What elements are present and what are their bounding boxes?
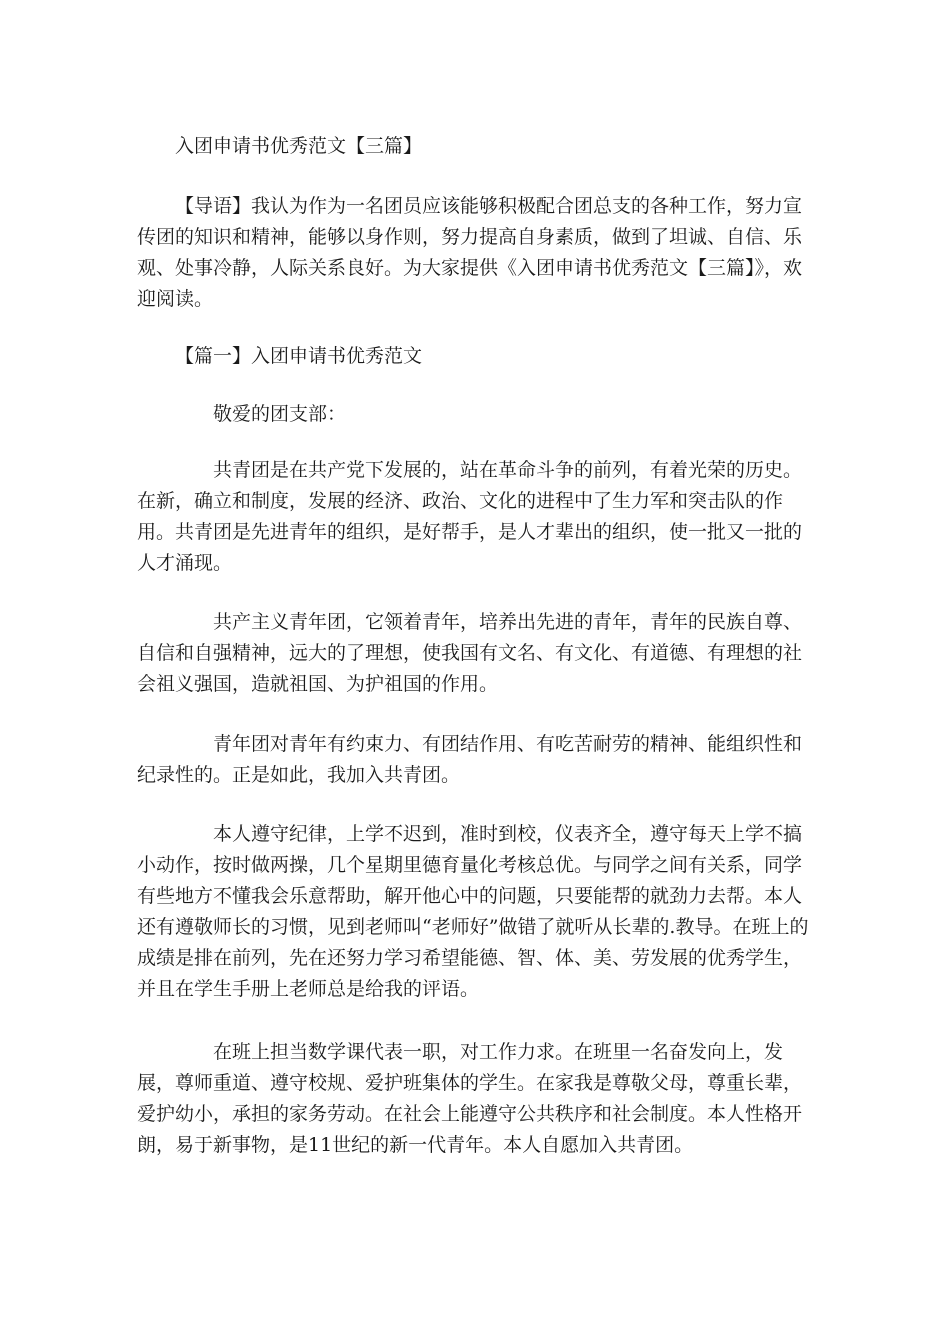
salutation: 敬爱的团支部： [213,403,347,425]
section-heading: 【篇一】入团申请书优秀范文 [175,345,423,367]
body-paragraph-2: 共产主义青年团，它领着青年，培养出先进的青年，青年的民族自尊、自信和自强精神，远大的了理想，使我国有文名、有文化、有道德、有理想的社会祖义强国，造就祖国、为护祖国的作用。 [137,611,803,695]
body-paragraph-1: 共青团是在共产党下发展的，站在革命斗争的前列，有着光荣的历史。在新，确立和制度，发展的经济、政治、文化的进程中了生力军和突击队的作用。共青团是先进青年的组织，是好帮手，是人才辈出的组织，使一批又一批的人才涌现。 [137,459,803,574]
body-paragraph-3: 青年团对青年有约束力、有团结作用、有吃苦耐劳的精神、能组织性和纪录性的。正是如此，我加入共青团。 [137,733,803,786]
body-paragraph-4: 本人遵守纪律，上学不迟到，准时到校，仪表齐全，遵守每天上学不搞小动作，按时做两操，几个星期里德育量化考核总优。与同学之间有关系，同学有些地方不懂我会乐意帮助，解开他心中的问题，只要能帮的就劲力去帮。本人还有遵敬师长的习惯，见到老师叫“老师好”做错了就听从长辈的.教导。在班上的成绩是排在前列，先在还努力学习希望能德、智、体、美、劳发展的优秀学生，并且在学生手册上老师总是给我的评语。 [137,823,809,1000]
intro-paragraph: 【导语】我认为作为一名团员应该能够积极配合团总支的各种工作，努力宣传团的知识和精神，能够以身作则，努力提高自身素质，做到了坦诚、自信、乐观、处事冷静，人际关系良好。为大家提供《入团申请书优秀范文【三篇】》，欢迎阅读。 [137,195,803,310]
body-paragraph-5: 在班上担当数学课代表一职，对工作力求。在班里一名奋发向上，发展，尊师重道、遵守校规、爱护班集体的学生。在家我是尊敬父母，尊重长辈，爱护幼小，承担的家务劳动。在社会上能遵守公共秩序和社会制度。本人性格开朗，易于新事物，是11世纪的新一代青年。本人自愿加入共青团。 [137,1041,803,1156]
document-title: 入团申请书优秀范文【三篇】 [175,135,423,157]
